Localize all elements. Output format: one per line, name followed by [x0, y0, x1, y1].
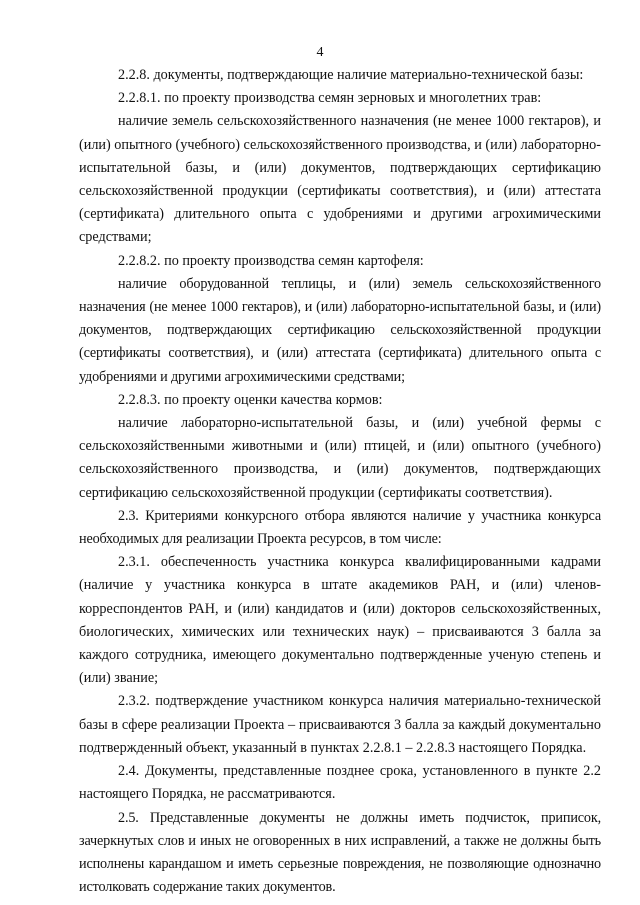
paragraph-2-2-8-2-body: наличие оборудованной теплицы, и (или) земель сельскохозяйственного назначения (не менее 1000 гектаров), и (или) лабораторно-испытательной базы, и (или) документов, подтверждающих сертификацию сельскохозяйственной продукции (сертификаты соответствия), и (или) аттестата (сертификата) длительного опыта с удобрениями и другими агрохимическими средствами; [79, 275, 601, 385]
paragraph-2-2-8-2: 2.2.8.2. по проекту производства семян картофеля: [118, 252, 424, 269]
paragraph-2-2-8-1: 2.2.8.1. по проекту производства семян зерновых и многолетних трав: [118, 90, 542, 107]
paragraph-2-3: 2.3. Критериями конкурсного отбора являются наличие у участника конкурса необходимых для реализации Проекта ресурсов, в том числе: [79, 507, 601, 548]
paragraph-2-3-2: 2.3.2. подтверждение участником конкурса наличия материально-технической базы в сфере реализации Проекта – присваиваются 3 балла за каждый документально подтвержденный объект, указанный в пунктах 2.2.8.1 – 2.2.8.3 настоящего Порядка. [79, 693, 601, 756]
paragraph-2-2-8-3-body: наличие лабораторно-испытательной базы, и (или) учебной фермы с сельскохозяйственными животными и (или) птицей, и (или) опытного (учебного) сельскохозяйственного производства, и (или) документов, подтверждающих сертификацию сельскохозяйственной продукции (сертификаты соответствия). [79, 415, 601, 501]
paragraph-2-3-1: 2.3.1. обеспеченность участника конкурса квалифицированными кадрами (наличие у участника конкурса в штате академиков РАН, и (или) членов-корреспондентов РАН, и (или) кандидатов и (или) докторов сельскохозяйственных, биологических, химических или технических наук) – присваиваются 3 балла за каждого сотрудника, имеющего документально подтвержденные ученую степень и (или) звание; [79, 554, 601, 687]
paragraph-2-2-8: 2.2.8. документы, подтверждающие наличие материально-технической базы: [118, 67, 584, 83]
paragraph-2-4: 2.4. Документы, представленные позднее срока, установленного в пункте 2.2 настоящего Порядка, не рассматриваются. [79, 763, 601, 803]
document-body [79, 64, 601, 899]
paragraph-2-5: 2.5. Представленные документы не должны иметь подчисток, приписок, зачеркнутых слов и иных не оговоренных в них исправлений, а также не должны быть исполнены карандашом и иметь серьезные повреждения, не позволяющие однозначно истолковать содержание таких документов. [79, 809, 601, 896]
paragraph-2-2-8-1-body: наличие земель сельскохозяйственного назначения (не менее 1000 гектаров), и (или) опытного (учебного) сельскохозяйственного производства, и (или) лабораторно-испытательной базы, и (или) документов, подтверждающих сертификацию сельскохозяйственной продукции (сертификаты соответствия), и (или) аттестата (сертификата) длительного опыта с удобрениями и другими агрохимическими средствами; [79, 113, 601, 246]
page-number: 4 [316, 45, 324, 60]
paragraph-2-2-8-3: 2.2.8.3. по проекту оценки качества кормов: [118, 391, 383, 408]
